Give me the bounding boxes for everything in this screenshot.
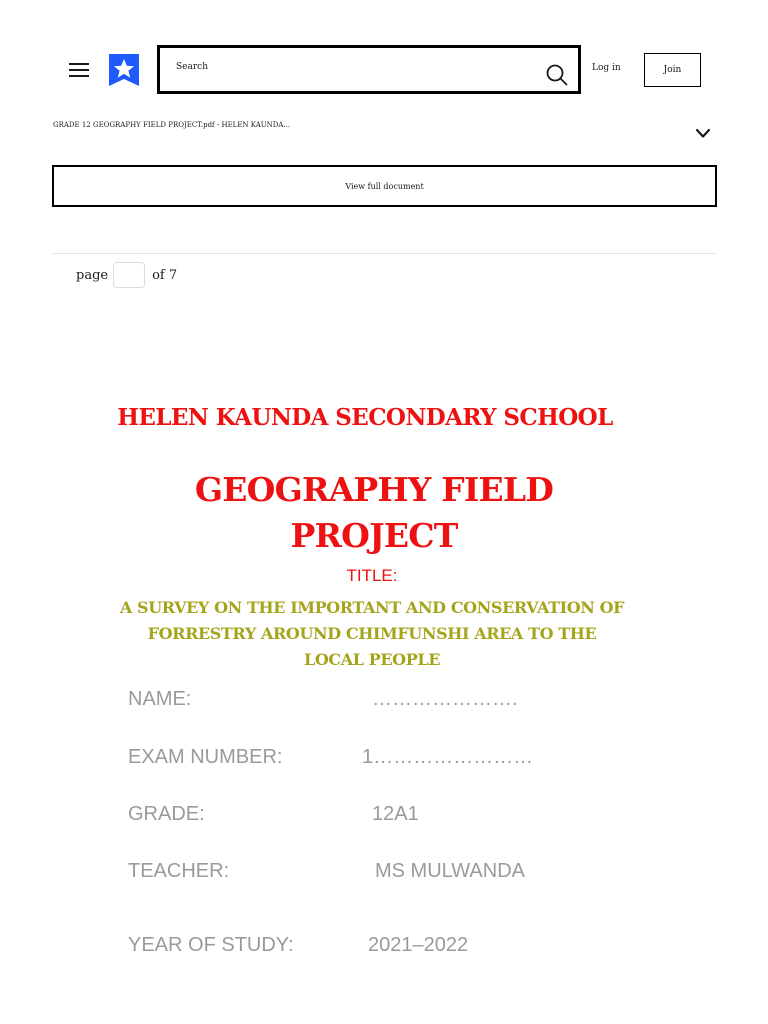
page-number-input[interactable] <box>113 262 145 288</box>
logo-icon[interactable] <box>107 52 141 88</box>
exam-number-value: 1…………………… <box>362 746 534 768</box>
teacher-label: TEACHER: <box>128 860 230 882</box>
grade-value: 12A1 <box>372 803 419 825</box>
subtitle-line-1: A SURVEY ON THE IMPORTANT AND CONSERVATION OF <box>119 598 625 617</box>
page-navigator <box>76 262 177 288</box>
project-title-line-1: GEOGRAPHY FIELD <box>194 470 554 509</box>
year-of-study-value: 2021–2022 <box>368 934 469 956</box>
page-count-label: of 7 <box>152 267 178 283</box>
name-label: NAME: <box>128 688 192 710</box>
divider <box>52 253 717 254</box>
school-name: HELEN KAUNDA SECONDARY SCHOOL <box>117 404 613 431</box>
document-filename: GRADE 12 GEOGRAPHY FIELD PROJECT.pdf - HELEN KAUNDA... <box>53 121 291 129</box>
hamburger-line <box>69 69 89 71</box>
chevron-down-icon[interactable] <box>694 127 712 141</box>
name-value: …………………. <box>372 688 518 710</box>
project-title-line-2: PROJECT <box>290 516 458 555</box>
join-button[interactable]: Join <box>644 53 701 87</box>
search-box[interactable] <box>157 45 581 94</box>
subtitle-line-2: FORRESTRY AROUND CHIMFUNSHI AREA TO THE <box>147 624 597 643</box>
title-label: TITLE: <box>346 566 398 585</box>
view-full-document-button[interactable]: View full document <box>52 165 717 207</box>
year-of-study-label: YEAR OF STUDY: <box>128 934 294 956</box>
subtitle-line-3: LOCAL PEOPLE <box>304 650 440 669</box>
hamburger-line <box>69 63 89 65</box>
teacher-value: MS MULWANDA <box>375 860 525 882</box>
search-input[interactable] <box>176 58 536 76</box>
document-page <box>0 300 768 1024</box>
grade-label: GRADE: <box>128 803 205 825</box>
exam-number-label: EXAM NUMBER: <box>128 746 283 768</box>
hamburger-line <box>69 75 89 77</box>
login-link[interactable]: Log in <box>592 63 621 73</box>
search-icon[interactable] <box>546 64 568 86</box>
hamburger-menu-icon[interactable] <box>69 61 91 79</box>
page-label: page <box>76 267 109 283</box>
